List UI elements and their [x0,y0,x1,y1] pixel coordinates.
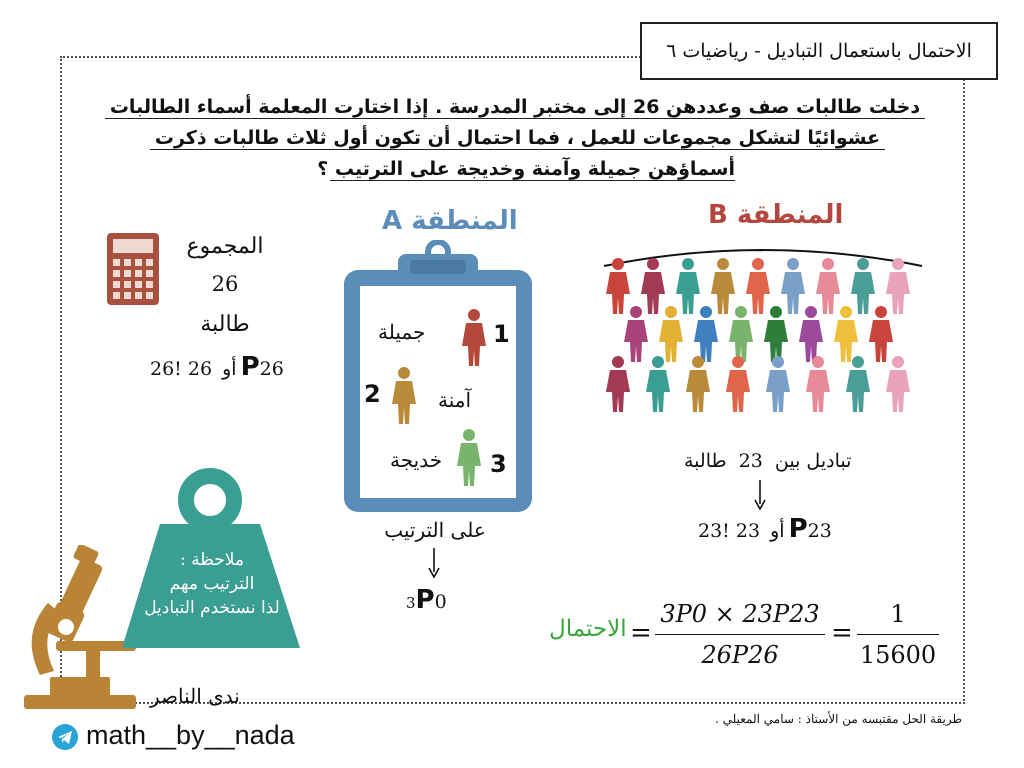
crowd-figure-icon [606,258,630,314]
crowd-figure-icon [729,306,753,362]
crowd-figure-icon [646,356,670,412]
telegram-icon[interactable] [52,724,78,750]
zone-b-arrow-icon [754,480,766,510]
crowd-figure-icon [711,258,735,314]
crowd-figure-icon [694,306,718,362]
page-title-text: الاحتمال باستعمال التباديل - رياضيات ٦ [666,40,972,62]
credit-text: طريقة الحل مقتبسه من الأستاذ : سامي المعيلي . [715,712,962,726]
total-unit: طالبة [200,312,250,337]
student-3-number: 3 [490,450,507,478]
zone-b-perm-pre: 23 [735,520,761,542]
author-handle[interactable]: math__by__nada [86,720,295,750]
crowd-figure-icon [676,258,700,314]
zone-a-order-label: على الترتيب [384,518,486,542]
student-3-name: خديجة [390,448,443,472]
formula-numerator: 3P0 × 23P23 [660,600,820,628]
crowd-figure-icon [846,356,870,412]
crowd-figure-icon [781,258,805,314]
zone-a-perm-p: P [415,585,435,615]
crowd-figure-icon [806,356,830,412]
total-perm-p: P [240,352,260,382]
formula-denominator: 26P26 [701,641,779,669]
total-perm-post: 26 [259,358,284,380]
zone-b-crowd [598,240,928,440]
crowd-figure-icon [726,356,750,412]
crowd-figure-icon [764,306,788,362]
zone-b-permutation [698,514,832,544]
student-2-name: آمنة [438,388,472,412]
crowd-figure-icon [659,306,683,362]
student-2-number: 2 [364,380,381,408]
crowd-figure-icon [886,258,910,314]
zone-b-perm-p: P [788,514,808,544]
formula-eq-2: = [831,618,853,648]
crowd-figure-icon [851,258,875,314]
zone-b-word: المنطقة [736,200,844,230]
author-name: ندى الناصر [150,684,240,708]
total-label: المجموع [186,234,264,259]
crowd-figure-icon [816,258,840,314]
crowd-figure-icon [641,258,665,314]
question-line-3: أسماؤهن جميلة وآمنة وخديجة على الترتيب ؟ [317,158,735,180]
total-or: أو [222,358,237,380]
note-block [130,548,294,620]
zone-a-permutation [406,585,447,615]
zone-b-label [684,450,851,472]
zone-a-letter: A [382,206,403,236]
student-1-icon [460,308,488,368]
student-3-icon [455,428,483,488]
crowd-figure-icon [886,356,910,412]
student-2-icon [390,366,418,426]
question-line-2: عشوائيًا لتشكل مجموعات للعمل ، فما احتمال أن تكون أول ثلاث طالبات ذكرت [150,127,885,150]
zone-b-fact: 23! [698,520,730,542]
page-title [640,22,998,80]
zone-b-letter: B [708,200,728,230]
zone-a-arrow-icon [428,548,440,578]
zone-a-perm-post: 0 [434,591,447,613]
probability-formula [545,600,945,680]
total-perm-pre: 26 [187,358,213,380]
zone-b-title [708,200,843,230]
formula-result-num: 1 [890,600,906,628]
formula-eq-1: = [630,618,652,648]
zone-a-perm-pre: 3 [406,594,416,612]
total-count: 26 [211,272,239,296]
crowd-figure-icon [606,356,630,412]
note-line-2: الترتيب مهم [169,574,255,594]
total-fact: 26! [150,358,182,380]
zone-b-perm-post: 23 [807,520,832,542]
formula-result-den: 15600 [859,641,937,669]
question-block [100,96,925,181]
question-line-1: دخلت طالبات صف وعددهن 26 إلى مختبر المدرسة . إذا اختارت المعلمة أسماء الطالبات [105,96,925,119]
crowd-figure-icon [686,356,710,412]
student-1-name: جميلة [378,320,426,344]
formula-result-bar [857,634,939,635]
zone-a-word: المنطقة [411,206,518,236]
zone-b-label-post: طالبة [684,450,727,472]
crowd-figure-icon [746,258,770,314]
note-line-3: لذا نستخدم التباديل [144,598,280,618]
zone-b-label-pre: تباديل بين [774,450,852,472]
crowd-figure-icon [869,306,893,362]
crowd-figure-icon [799,306,823,362]
crowd-figure-icon [766,356,790,412]
formula-fraction-bar [655,634,825,635]
zone-b-count: 23 [738,450,763,472]
note-line-1: ملاحظة : [180,550,244,570]
zone-b-or: أو [770,520,785,542]
crowd-figure-icon [834,306,858,362]
student-1-number: 1 [493,320,510,348]
crowd-figure-icon [624,306,648,362]
zone-a-title [382,206,518,236]
formula-fraction [655,600,825,669]
total-permutation [150,352,284,382]
formula-result [857,600,939,669]
formula-label: الاحتمال [549,616,627,642]
calculator-icon [107,233,159,305]
